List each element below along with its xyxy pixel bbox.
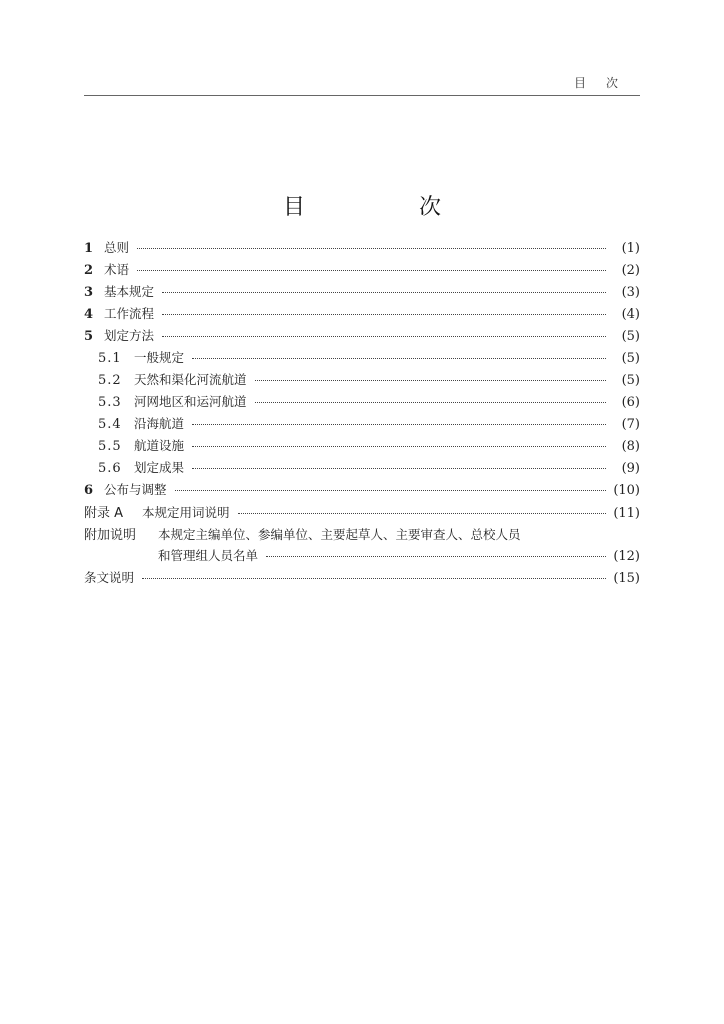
toc-page: (9) [621,461,640,476]
toc-label: 划定方法 [104,328,155,343]
toc-entry-additional-notes[interactable] [84,524,640,568]
toc-label: 河网地区和运河航道 [134,394,247,409]
toc-label: 划定成果 [134,460,185,475]
toc-page: (11) [613,506,640,521]
toc-number: 2 [84,263,94,278]
page-title: 目 次 [282,195,487,220]
toc-page: (5) [621,373,640,388]
dot-leader [162,301,606,315]
toc-page: (2) [621,263,640,278]
toc-number: 6 [84,483,94,498]
toc-page: (12) [613,549,640,564]
toc-number: 1 [84,241,94,256]
toc-number: 4 [84,307,94,322]
toc-page: (1) [621,241,640,256]
dot-leader [162,323,606,337]
toc-page: (10) [613,483,640,498]
toc-label: 总则 [104,240,130,255]
toc-label: 一般规定 [134,350,185,365]
table-of-contents [84,238,640,590]
toc-number: 5.2 [98,373,122,388]
toc-label: 本规定用词说明 [142,505,230,520]
toc-page: (4) [621,307,640,322]
toc-label: 本规定主编单位、参编单位、主要起草人、主要审查人、总校人员 [158,527,521,542]
toc-label: 基本规定 [104,284,155,299]
toc-label: 航道设施 [134,438,185,453]
dot-leader [192,455,606,469]
dot-leader [175,477,606,491]
dot-leader [137,257,606,271]
toc-number: 5.5 [98,439,122,454]
toc-label: 术语 [104,262,130,277]
toc-number: 5.4 [98,417,122,432]
toc-number: 5.3 [98,395,122,410]
toc-label: 工作流程 [104,306,155,321]
toc-number: 附录 A [84,506,124,521]
dot-leader [142,565,606,579]
header-rule [84,95,640,96]
toc-page: (8) [621,439,640,454]
dot-leader [255,389,606,403]
dot-leader [266,543,606,557]
dot-leader [255,367,606,381]
toc-entry-appendix-a[interactable] [84,502,640,524]
dot-leader [162,279,606,293]
toc-page: (5) [621,329,640,344]
dot-leader [192,345,606,359]
toc-entry-6[interactable] [84,480,640,502]
toc-page: (6) [621,395,640,410]
dot-leader [137,235,606,249]
running-head: 目次 [573,76,638,90]
dot-leader [192,433,606,447]
toc-number: 附加说明 [84,528,137,543]
toc-number: 5.1 [98,351,122,366]
toc-label: 天然和渠化河流航道 [134,372,247,387]
toc-number: 5 [84,329,94,344]
toc-page: (15) [613,571,640,586]
toc-label: 沿海航道 [134,416,185,431]
toc-page: (5) [621,351,640,366]
toc-number: 3 [84,285,94,300]
toc-label: 公布与调整 [104,482,167,497]
toc-label: 条文说明 [84,570,135,585]
toc-label-continued: 和管理组人员名单 [158,548,259,563]
toc-entry-commentary[interactable] [84,568,640,590]
dot-leader [238,500,606,514]
toc-page: (3) [621,285,640,300]
toc-page: (7) [621,417,640,432]
toc-number: 5.6 [98,461,122,476]
dot-leader [192,411,606,425]
